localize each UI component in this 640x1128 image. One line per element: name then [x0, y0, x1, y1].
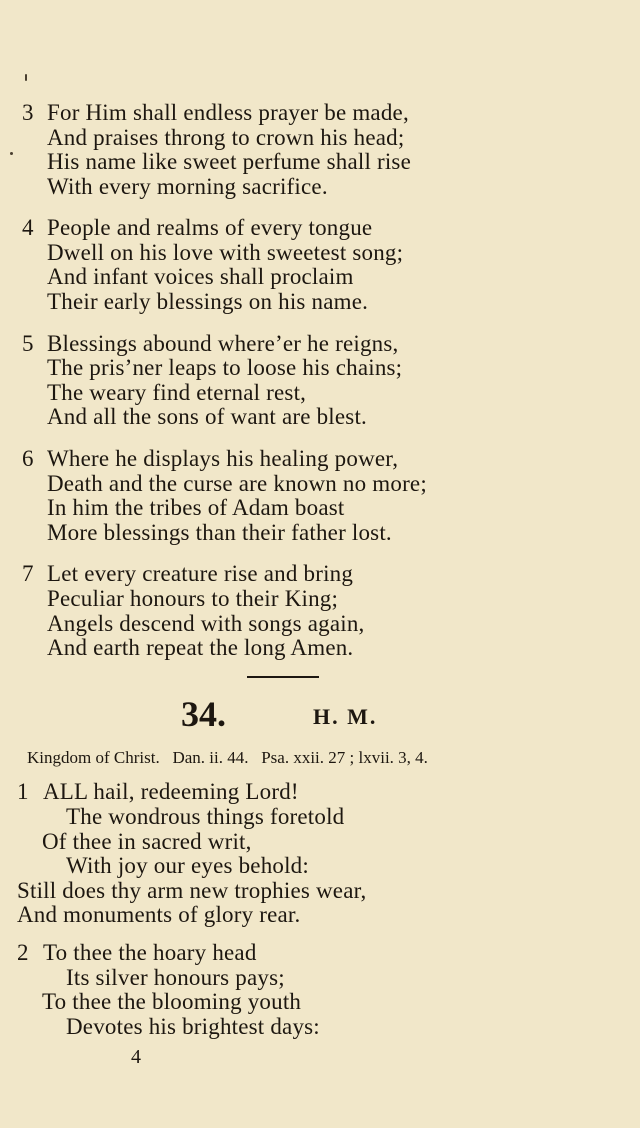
verse-line: People and realms of every tongue	[47, 215, 373, 240]
verse-line: More blessings than their father lost.	[47, 520, 392, 545]
signature-mark: 4	[131, 1046, 141, 1068]
verse-line: Its silver honours pays;	[66, 965, 285, 990]
hymn-number: 34.	[181, 694, 226, 734]
stanza-number: 1	[17, 779, 29, 804]
stanza-number: 7	[22, 561, 34, 586]
verse-line: Still does thy arm new trophies wear,	[17, 878, 367, 903]
verse-line: For Him shall endless prayer be made,	[47, 100, 409, 125]
print-speck	[10, 152, 13, 155]
verse-line: Devotes his brightest days:	[66, 1014, 320, 1039]
verse-line: The pris’ner leaps to loose his chains;	[47, 355, 403, 380]
verse-line: Their early blessings on his name.	[47, 289, 369, 314]
verse-line: To thee the blooming youth	[42, 989, 302, 1014]
verse-line: Let every creature rise and bring	[47, 561, 354, 586]
verse-line: Dwell on his love with sweetest song;	[47, 240, 404, 265]
stanza-number: 3	[22, 100, 34, 125]
verse-line: Where he displays his healing power,	[47, 446, 399, 471]
verse-line: With joy our eyes behold:	[66, 853, 309, 878]
verse-line: In him the tribes of Adam boast	[47, 495, 345, 520]
verse-line: ALL hail, redeeming Lord!	[43, 779, 299, 804]
verse-line: And praises throng to crown his head;	[47, 125, 405, 150]
verse-line: And monuments of glory rear.	[17, 902, 301, 927]
verse-line: The weary find eternal rest,	[47, 380, 307, 405]
verse-line: Peculiar honours to their King;	[47, 586, 339, 611]
verse-line: The wondrous things foretold	[66, 804, 345, 829]
verse-line: To thee the hoary head	[43, 940, 257, 965]
hymn-meter: H. M.	[313, 704, 378, 729]
stanza-number: 2	[17, 940, 29, 965]
verse-line: Angels descend with songs again,	[47, 611, 365, 636]
stanza-number: 6	[22, 446, 34, 471]
stanza-number: 5	[22, 331, 34, 356]
verse-line: With every morning sacrifice.	[47, 174, 328, 199]
stanza-number: 4	[22, 215, 34, 240]
verse-line: Death and the curse are known no more;	[47, 471, 427, 496]
section-divider	[247, 676, 319, 678]
verse-line: Blessings abound where’er he reigns,	[47, 331, 399, 356]
hymn-subject: Kingdom of Christ. Dan. ii. 44. Psa. xxii. 27 ; lxvii. 3, 4.	[27, 748, 428, 767]
print-speck	[25, 74, 27, 81]
verse-line: And all the sons of want are blest.	[47, 404, 367, 429]
verse-line: Of thee in sacred writ,	[42, 829, 252, 854]
verse-line: And earth repeat the long Amen.	[47, 635, 354, 660]
verse-line: And infant voices shall proclaim	[47, 264, 354, 289]
verse-line: His name like sweet perfume shall rise	[47, 149, 411, 174]
